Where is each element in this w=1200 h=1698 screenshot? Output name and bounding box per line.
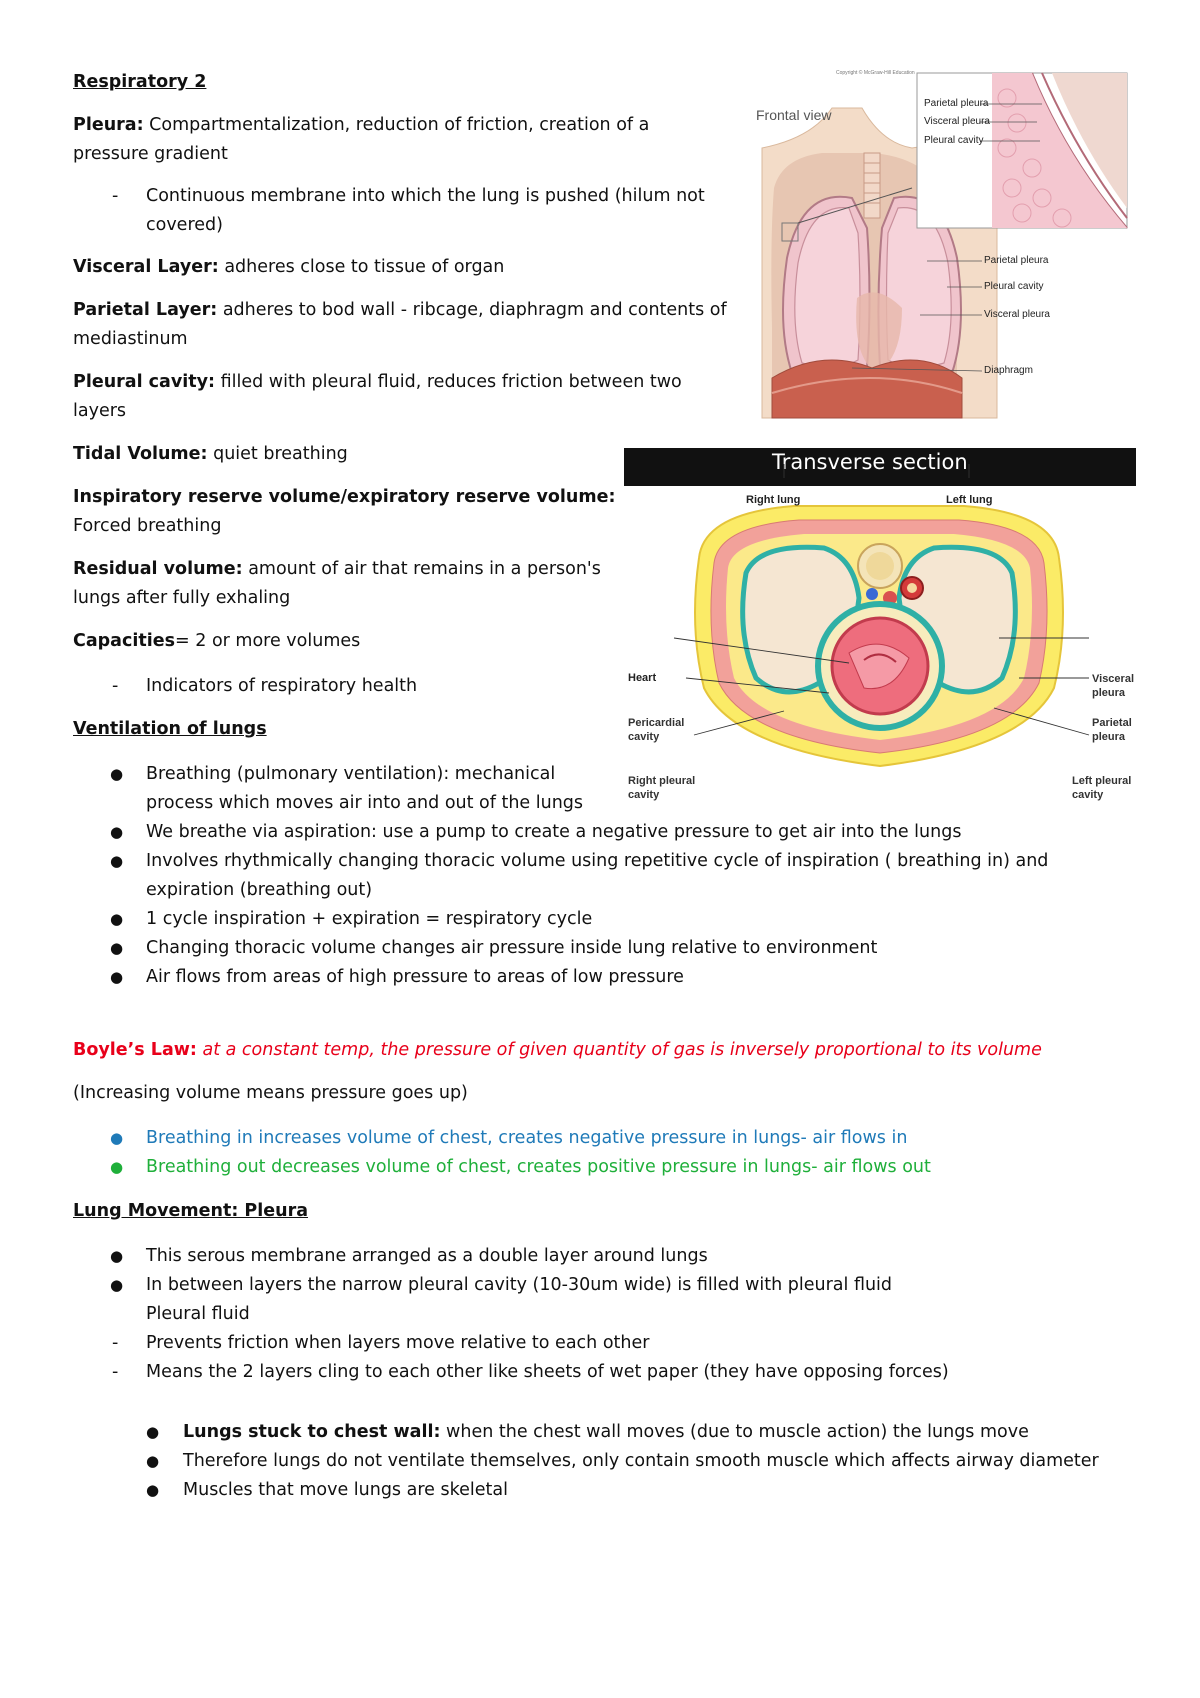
label-line: pleura (1092, 731, 1126, 743)
list-item: Prevents friction when layers move relative to each other (146, 1333, 650, 1353)
label-left-lung: Left lung (946, 494, 993, 506)
breathing-out-item: Breathing out decreases volume of chest, creates positive pressure in lungs- air flows out (146, 1157, 931, 1177)
pleura-sub-cont: covered) (146, 215, 223, 235)
lung-movement-heading: Lung Movement: Pleura (73, 1201, 309, 1221)
bullet-marker: ● (110, 1129, 124, 1147)
capacities-term: Capacities (73, 631, 176, 651)
pleural-cavity-text: filled with pleural fluid, reduces friction between two (215, 372, 682, 392)
sub-term: Lungs stuck to chest wall: (183, 1422, 441, 1442)
label-line: Pericardial (628, 717, 685, 729)
list-item: 1 cycle inspiration + expiration = respiratory cycle (146, 909, 593, 929)
capacities-text: = 2 or more volumes (175, 631, 361, 651)
sub-list-item (183, 1418, 1029, 1447)
tidal-text: quiet breathing (207, 444, 348, 464)
sub-text: when the chest wall moves (due to muscle action) the lungs move (440, 1422, 1029, 1442)
bullet-marker: ● (110, 968, 124, 986)
list-item: Means the 2 layers cling to each other like sheets of wet paper (they have opposing forces) (146, 1362, 949, 1382)
frontal-view-figure (752, 68, 1132, 428)
dash-marker: - (112, 1362, 119, 1382)
parietal-definition (73, 296, 727, 325)
pleural-cavity-definition (73, 368, 682, 397)
label-line: Visceral (1092, 673, 1135, 685)
list-item: Breathing (pulmonary ventilation): mechanical (146, 764, 556, 784)
bullet-marker: ● (110, 1158, 124, 1176)
page-title: Respiratory 2 (73, 72, 207, 92)
bullet-marker: ● (110, 823, 124, 841)
capacities-sub: Indicators of respiratory health (146, 676, 418, 696)
label-pleural-cavity: Pleural cavity (984, 281, 1044, 292)
label-line: Parietal (1092, 717, 1132, 729)
list-item: expiration (breathing out) (146, 880, 373, 900)
bullet-marker: ● (110, 910, 124, 928)
bullet-marker: ● (110, 1276, 124, 1294)
dash-marker: - (112, 676, 119, 696)
boyle-term: Boyle’s Law: (73, 1040, 197, 1060)
pleural-cavity-cont: layers (73, 401, 127, 421)
transverse-section-figure (624, 448, 1136, 810)
list-item: process which moves air into and out of the lungs (146, 793, 584, 813)
visceral-term: Visceral Layer: (73, 257, 219, 277)
bullet-marker: ● (146, 1452, 160, 1470)
label-diaphragm: Diaphragm (984, 365, 1033, 376)
visceral-text: adheres close to tissue of organ (218, 257, 505, 277)
sub-list-item: Therefore lungs do not ventilate themselves, only contain smooth muscle which affects airway diameter (183, 1451, 1099, 1471)
capacities-definition (73, 627, 360, 656)
residual-definition-cont: lungs after fully exhaling (73, 588, 291, 608)
bullet-marker: ● (110, 852, 124, 870)
residual-text: amount of air that remains in a person's (242, 559, 601, 579)
label-parietal-pleura (1092, 716, 1132, 744)
residual-term: Residual volume: (73, 559, 243, 579)
copyright-notice: Copyright © McGraw-Hill Education (836, 70, 915, 76)
label-line: cavity (628, 789, 660, 801)
list-item: Involves rhythmically changing thoracic volume using repetitive cycle of inspiration ( breathing in) and (146, 851, 1049, 871)
list-item: Changing thoracic volume changes air pressure inside lung relative to environment (146, 938, 878, 958)
label-pericardial-cavity (628, 716, 684, 744)
list-item: Pleural fluid (146, 1304, 250, 1324)
dash-marker: - (112, 186, 119, 206)
pleura-text: Compartmentalization, reduction of friction, creation of a (143, 115, 650, 135)
bullet-marker: ● (146, 1481, 160, 1499)
pleural-cavity-term: Pleural cavity: (73, 372, 216, 392)
frontal-view-heading: Frontal view (756, 107, 832, 123)
boyle-text: at a constant temp, the pressure of given quantity of gas is inversely proportional to its volume (196, 1040, 1042, 1060)
parietal-definition-cont: mediastinum (73, 329, 188, 349)
boyle-note: (Increasing volume means pressure goes up) (73, 1083, 468, 1103)
label-line: Left pleural (1072, 775, 1132, 787)
parietal-term: Parietal Layer: (73, 300, 218, 320)
bullet-marker: ● (146, 1423, 160, 1441)
transverse-illustration (624, 448, 1136, 810)
label-parietal-pleura: Parietal pleura (984, 255, 1049, 266)
dash-marker: - (112, 1333, 119, 1353)
residual-definition (73, 555, 601, 584)
label-right-lung: Right lung (746, 494, 801, 506)
reserve-term-text: Inspiratory reserve volume/expiratory reserve volume: (73, 487, 616, 507)
list-item: In between layers the narrow pleural cavity (10-30um wide) is filled with pleural fluid (146, 1275, 893, 1295)
pleura-sub: Continuous membrane into which the lung is pushed (hilum not (146, 186, 705, 206)
boyle-law (73, 1036, 1042, 1065)
label-right-pleural-cavity (628, 774, 695, 802)
reserve-term (73, 483, 615, 512)
label-line: cavity (628, 731, 660, 743)
inset-label-parietal: Parietal pleura (924, 98, 989, 109)
label-line: pleura (1092, 687, 1126, 699)
pleura-definition (73, 111, 649, 140)
reserve-definition: Forced breathing (73, 516, 222, 536)
label-heart: Heart (628, 672, 657, 684)
breathing-in-item: Breathing in increases volume of chest, creates negative pressure in lungs- air flows in (146, 1128, 908, 1148)
ventilation-heading: Ventilation of lungs (73, 719, 267, 739)
label-line: cavity (1072, 789, 1104, 801)
bullet-marker: ● (110, 1247, 124, 1265)
parietal-text: adheres to bod wall - ribcage, diaphragm and contents of (217, 300, 727, 320)
list-item: Air flows from areas of high pressure to areas of low pressure (146, 967, 684, 987)
bullet-marker: ● (110, 765, 124, 783)
pleura-definition-cont: pressure gradient (73, 144, 228, 164)
label-left-pleural-cavity (1072, 774, 1131, 802)
tidal-definition (73, 440, 348, 469)
bullet-marker: ● (110, 939, 124, 957)
label-line: Right pleural (628, 775, 696, 787)
label-visceral-pleura (1092, 672, 1134, 700)
list-item: We breathe via aspiration: use a pump to create a negative pressure to get air into the lungs (146, 822, 962, 842)
tidal-term: Tidal Volume: (73, 444, 208, 464)
inset-label-visceral: Visceral pleura (924, 116, 990, 127)
list-item: This serous membrane arranged as a double layer around lungs (146, 1246, 708, 1266)
visceral-definition (73, 253, 504, 282)
label-visceral-pleura: Visceral pleura (984, 309, 1050, 320)
transverse-heading: Transverse section (772, 450, 968, 474)
sub-list-item: Muscles that move lungs are skeletal (183, 1480, 508, 1500)
inset-label-cavity: Pleural cavity (924, 135, 984, 146)
pleura-term: Pleura: (73, 115, 144, 135)
